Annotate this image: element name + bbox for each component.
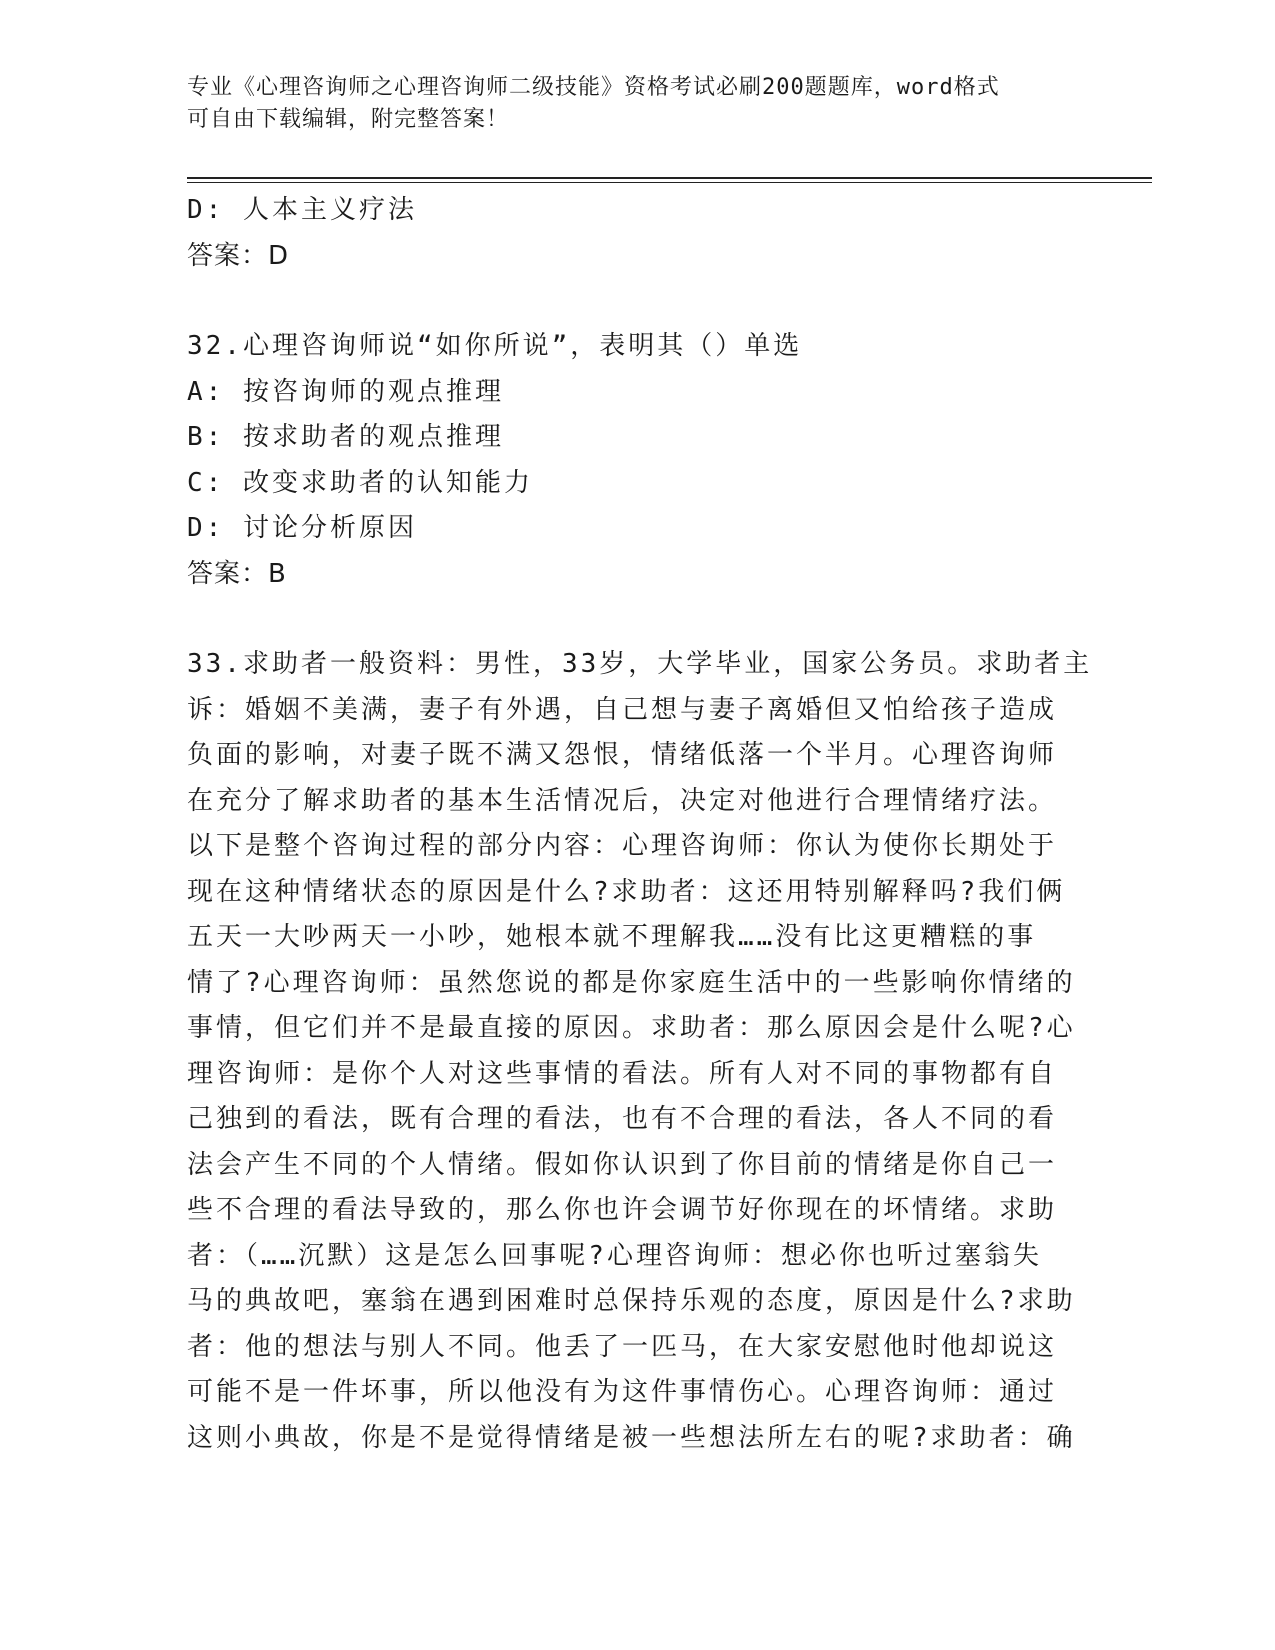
- paragraph-line: 现在这种情绪状态的原因是什么?求助者：这还用特别解释吗?我们俩: [187, 876, 1066, 907]
- paragraph-line: 者：（……沉默）这是怎么回事呢?心理咨询师：想必你也听过塞翁失: [187, 1240, 1042, 1271]
- header-line-1: 专业《心理咨询师之心理咨询师二级技能》资格考试必刷200题题库，word格式: [187, 75, 1000, 100]
- spacer: [187, 279, 1087, 324]
- paragraph-line: 事情，但它们并不是最直接的原因。求助者：那么原因会是什么呢?心: [187, 1013, 1076, 1043]
- paragraph-line: 可能不是一件坏事，所以他没有为这件事情伤心。心理咨询师：通过: [187, 1377, 1058, 1407]
- previous-question-tail: [187, 188, 1087, 279]
- paragraph-line: 以下是整个咨询过程的部分内容：心理咨询师：你认为使你长期处于: [187, 831, 1058, 861]
- paragraph-line: 些不合理的看法导致的，那么你也许会调节好你现在的坏情绪。求助: [187, 1195, 1058, 1225]
- paragraph-line: 诉：婚姻不美满，妻子有外遇，自己想与妻子离婚但又怕给孩子造成: [187, 694, 1058, 725]
- paragraph-line: 五天一大吵两天一小吵，她根本就不理解我……没有比这更糟糕的事: [187, 922, 1037, 952]
- question-33: [187, 642, 1093, 1461]
- paragraph-line: 者：他的想法与别人不同。他丢了一匹马，在大家安慰他时他却说这: [187, 1331, 1058, 1362]
- answer-label: 答案：D: [187, 240, 290, 271]
- question-32: [187, 324, 1087, 597]
- paragraph-line: 在充分了解求助者的基本生活情况后，决定对他进行合理情绪疗法。: [187, 785, 1058, 816]
- paragraph-line: 这则小典故，你是不是觉得情绪是被一些想法所左右的呢?求助者：确: [187, 1422, 1076, 1453]
- paragraph-line: 情了?心理咨询师：虽然您说的都是你家庭生活中的一些影响你情绪的: [187, 967, 1076, 998]
- spacer: [187, 597, 1087, 642]
- paragraph-line: 33.求助者一般资料：男性，33岁，大学毕业，国家公务员。求助者主: [187, 649, 1093, 679]
- page-header: [187, 72, 1087, 136]
- paragraph-line: 负面的影响，对妻子既不满又怨恨，情绪低落一个半月。心理咨询师: [187, 740, 1058, 770]
- paragraph-line: 马的典故吧，塞翁在遇到困难时总保持乐观的态度，原因是什么?求助: [187, 1286, 1076, 1316]
- document-body: [187, 188, 1093, 1461]
- paragraph-line: 理咨询师：是你个人对这些事情的看法。所有人对不同的事物都有自: [187, 1058, 1058, 1089]
- header-divider-thick: [187, 177, 1152, 179]
- option-a: A: 按咨询师的观点推理: [187, 376, 504, 407]
- option-b: B: 按求助者的观点推理: [187, 422, 504, 452]
- paragraph-line: 己独到的看法，既有合理的看法，也有不合理的看法，各人不同的看: [187, 1104, 1058, 1134]
- question-stem: 32.心理咨询师说“如你所说”，表明其（）单选: [187, 331, 803, 361]
- option-d: D: 人本主义疗法: [187, 195, 417, 225]
- header-line-2: 可自由下载编辑，附完整答案！: [187, 107, 510, 132]
- option-c: C: 改变求助者的认知能力: [187, 467, 533, 498]
- paragraph-line: 法会产生不同的个人情绪。假如你认识到了你目前的情绪是你自己一: [187, 1149, 1058, 1180]
- header-divider-thin: [187, 182, 1152, 183]
- option-d: D: 讨论分析原因: [187, 513, 417, 543]
- answer-label: 答案：B: [187, 558, 287, 589]
